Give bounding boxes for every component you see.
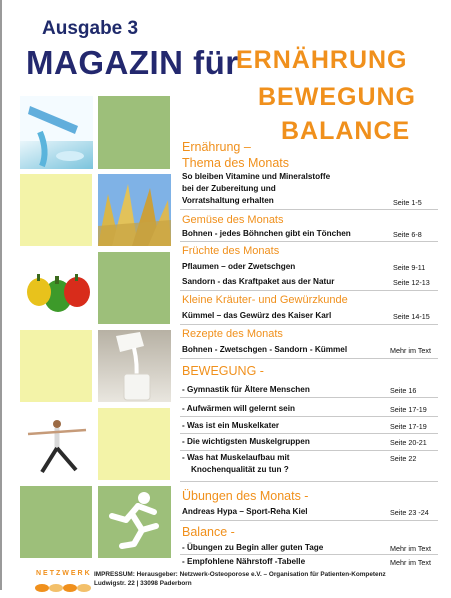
bewegung-page-1: Seite 16 [390,386,417,395]
impressum-line-1: IMPRESSUM: Herausgeber: Netzwerk-Osteoporose e.V. – Organisation für Patienten-Kompetenz [94,571,386,578]
gemuese-line: Bohnen - jedes Böhnchen gibt ein Tönchen [182,229,351,238]
divider [180,397,438,398]
divider [180,416,438,417]
bewegung-page-4: Seite 20-21 [390,438,427,447]
bewegung-heading: BEWEGUNG - [182,364,264,378]
divider [180,481,438,482]
peppers-photo [20,252,93,324]
magazine-title: MAGAZIN für [26,44,239,81]
fruechte-line-2: Sandorn - das Kraftpaket aus der Natur [182,277,335,286]
tile-green [20,486,92,558]
water-bottle-photo [20,96,93,169]
bewegung-item-5-cont: Knochenqualität zu tun ? [191,465,289,474]
kraeuter-line: Kümmel – das Gewürz des Kaiser Karl [182,311,332,320]
bewegung-page-2: Seite 17-19 [390,405,427,414]
rezepte-heading: Rezepte des Monats [182,328,283,340]
divider [180,241,438,242]
bewegung-item-1: - Gymnastik für Ältere Menschen [182,385,310,394]
balance-item-2: - Empfohlene Nährstoff -Tabelle [182,557,306,566]
impressum-line-2: Ludwigstr. 22 | 33098 Paderborn [94,580,192,587]
netzwerk-logo-icon [34,580,92,590]
divider [180,358,438,359]
section-ernaehrung-heading: Ernährung – [182,140,251,154]
fruechte-page-1: Seite 9-11 [393,263,426,272]
balance-page-2: Mehr im Text [390,558,432,567]
issue-label: Ausgabe 3 [42,18,139,39]
divider [180,290,438,291]
tile-yellow [98,408,170,480]
uebungen-line: Andreas Hypa – Sport-Reha Kiel [182,507,308,516]
divider [180,433,438,434]
thema-page: Seite 1-5 [393,198,422,207]
divider [180,209,438,210]
balance-item-1: - Übungen zu Begin aller guten Tage [182,543,324,552]
gemuese-page: Seite 6-8 [393,230,422,239]
thema-line-3: Vorratshaltung erhalten [182,196,274,205]
tile-green [98,252,170,324]
balance-page-1: Mehr im Text [390,544,432,553]
divider [180,554,438,555]
uebungen-page: Seite 23 -24 [390,508,429,517]
gemuese-heading: Gemüse des Monats [182,214,284,226]
tile-green [98,96,170,169]
fruechte-page-2: Seite 12-13 [393,278,430,287]
bewegung-item-3: - Was ist ein Muskelkater [182,421,280,430]
netzwerk-logo-text: NETZWERK [36,570,92,577]
topic-balance: BALANCE [281,117,411,145]
balance-heading: Balance - [182,525,235,539]
milk-photo [98,330,171,402]
thema-line-2: bei der Zubereitung und [182,184,276,193]
kraeuter-page: Seite 14-15 [393,312,430,321]
bewegung-item-2: - Aufwärmen will gelernt sein [182,404,295,413]
rezepte-line: Bohnen - Zwetschgen - Sandorn - Kümmel [182,345,348,354]
thema-heading: Thema des Monats [182,156,289,170]
divider [180,520,438,521]
uebungen-heading: Übungen des Monats - [182,489,309,503]
fruechte-heading: Früchte des Monats [182,245,280,257]
tile-yellow [20,174,92,246]
tile-yellow [20,330,92,402]
yoga-woman-photo [20,408,93,480]
divider [180,324,438,325]
topic-ernaehrung: ERNÄHRUNG [236,46,408,74]
topic-bewegung: BEWEGUNG [258,83,416,111]
kraeuter-heading: Kleine Kräuter- und Gewürzkunde [182,294,348,306]
wheat-photo [98,174,171,246]
bewegung-item-4: - Die wichtigsten Muskelgruppen [182,437,310,446]
bewegung-page-3: Seite 17-19 [390,422,427,431]
page-border [0,0,2,590]
rezepte-page: Mehr im Text [390,346,432,355]
fruechte-line-1: Pflaumen – oder Zwetschgen [182,262,296,271]
runner-icon [98,486,171,558]
divider [180,450,438,451]
thema-line-1: So bleiben Vitamine und Mineralstoffe [182,172,331,181]
bewegung-item-5: - Was hat Muskelaufbau mit [182,453,290,462]
bewegung-page-5: Seite 22 [390,454,417,463]
